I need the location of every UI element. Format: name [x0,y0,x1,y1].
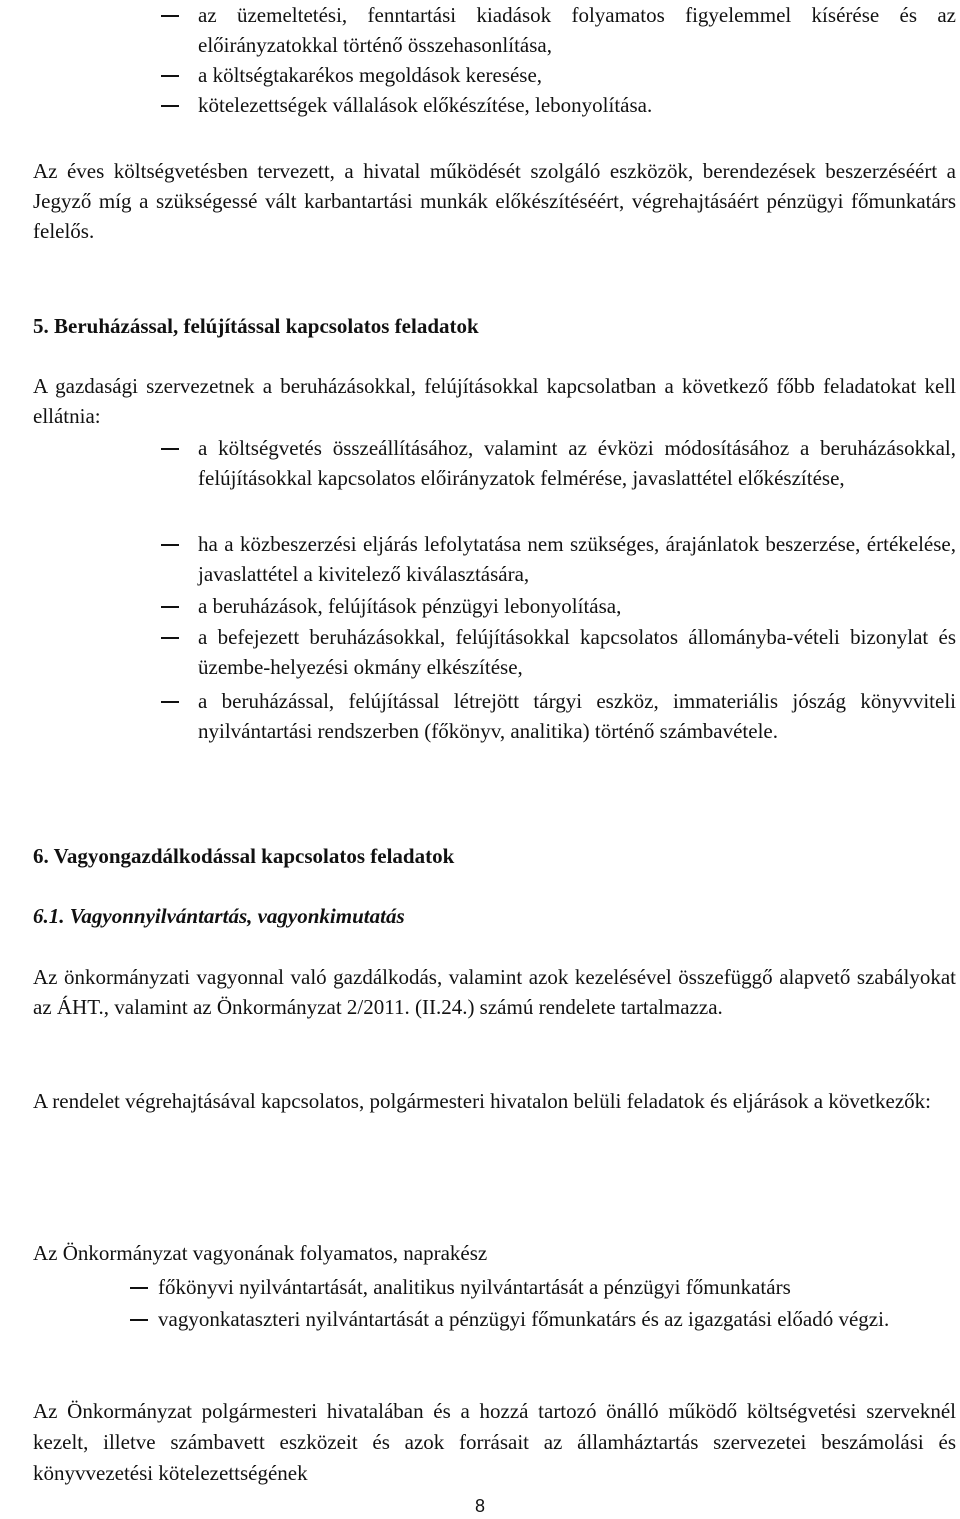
list-item [198,686,956,746]
list-item-text: vagyonkataszteri nyilvántartását a pénzügyi főmunkatárs és az igazgatási előadó végzi. [158,1307,890,1331]
section-6-para-4: Az Önkormányzat polgármesteri hivatalában és a hozzá tartozó önálló működő költségvetési szerveknél kezelt, illetve számbavett eszközeit és azok forrásait az államháztartás szervezetei beszámolási és könyvvezetési kötelezettségének [33,1399,956,1485]
list-item [158,1304,956,1334]
list-item-text: a költségtakarékos megoldások keresése, [198,63,543,87]
list-item-text: ha a közbeszerzési eljárás lefolytatása nem szükséges, árajánlatok beszerzése, értékelése, javaslattétel a kivitelező kiválasztására, [198,532,956,586]
list-item-text: a beruházások, felújítások pénzügyi lebonyolítása, [198,594,622,618]
dash-bullet-icon [161,105,179,107]
dash-bullet-icon [161,701,179,703]
dash-bullet-icon [130,1287,148,1289]
section-5-intro: A gazdasági szervezetnek a beruházásokkal, felújításokkal kapcsolatban a következő főbb feladatokat kell ellátnia: [33,374,956,428]
list-item [198,591,956,621]
list-item [158,1272,956,1302]
dash-bullet-icon [130,1319,148,1321]
list-item-text: főkönyvi nyilvántartását, analitikus nyilvántartását a pénzügyi főmunkatárs [158,1275,791,1299]
list-item-text: az üzemeltetési, fenntartási kiadások folyamatos figyelemmel kísérése és az előirányzatokkal történő összehasonlítása, [198,3,956,57]
dash-bullet-icon [161,544,179,546]
list-item [198,433,956,493]
section-6-para-1: Az önkormányzati vagyonnal való gazdálkodás, valamint azok kezelésével összefüggő alapvető szabályokat az ÁHT., valamint az Önkormányzat 2/2011. (II.24.) számú rendelete tartalmazza. [33,965,956,1019]
dash-bullet-icon [161,606,179,608]
dash-bullet-icon [161,448,179,450]
dash-bullet-icon [161,15,179,17]
list-item-text: a befejezett beruházásokkal, felújításokkal kapcsolatos állományba-vételi bizonylat és üzembe-helyezési okmány elkészítése, [198,625,956,679]
list-item-text: a beruházással, felújítással létrejött tárgyi eszköz, immateriális jószág könyvviteli nyilvántartási rendszerben (főkönyv, analitika) történő számbavétele. [198,689,956,743]
list-item-text: kötelezettségek vállalások előkészítése, lebonyolítása. [198,93,653,117]
list-item [198,60,956,90]
list-item [198,0,956,60]
section-6-para-3: Az Önkormányzat vagyonának folyamatos, naprakész [33,1241,488,1265]
dash-bullet-icon [161,637,179,639]
page-number: 8 [474,1496,485,1516]
list-item [198,622,956,682]
section-5-heading: 5. Beruházással, felújítással kapcsolatos feladatok [33,314,479,338]
section-6-1-heading: 6.1. Vagyonnyilvántartás, vagyonkimutatás [33,904,405,928]
list-item [198,90,956,120]
dash-bullet-icon [161,75,179,77]
section-6-heading: 6. Vagyongazdálkodással kapcsolatos feladatok [33,844,455,868]
section-6-para-2: A rendelet végrehajtásával kapcsolatos, polgármesteri hivatalon belüli feladatok és eljárások a következők: [33,1089,931,1113]
paragraph-budget: Az éves költségvetésben tervezett, a hivatal működését szolgáló eszközök, berendezések beszerzéséért a Jegyző míg a szükségessé vált karbantartási munkák előkészítéséért, végrehajtásáért pénzügyi főmunkatárs felelős. [33,159,956,243]
list-item-text: a költségvetés összeállításához, valamint az évközi módosításához a beruházásokkal, felújításokkal kapcsolatos előirányzatok felmérése, javaslattétel előkészítése, [198,436,956,490]
list-item [198,529,956,589]
